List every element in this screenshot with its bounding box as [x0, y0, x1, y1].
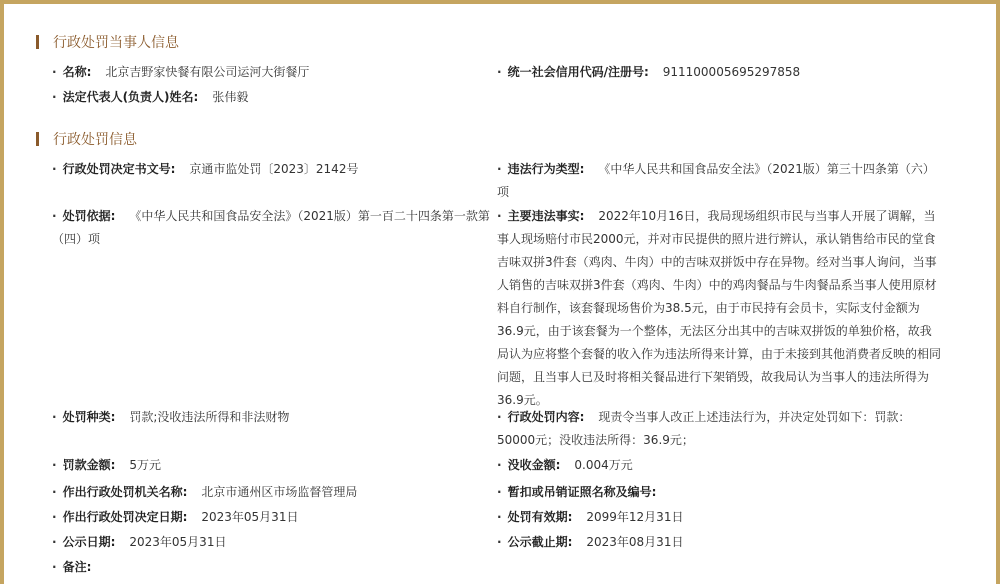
section-title-penalty	[36, 129, 137, 149]
bullet-icon: ·	[497, 65, 502, 79]
field-decision-date	[52, 506, 298, 529]
field-penalty-content	[497, 406, 941, 452]
section-title-party	[36, 32, 179, 52]
field-value: 北京市通州区市场监督管理局	[201, 485, 358, 499]
bullet-icon: ·	[497, 209, 502, 223]
field-label: 法定代表人(负责人)姓名:	[62, 90, 199, 104]
field-label: 没收金额:	[507, 458, 561, 472]
bullet-icon: ·	[52, 410, 57, 424]
field-label: 暂扣或吊销证照名称及编号:	[507, 485, 657, 499]
bullet-icon: ·	[497, 162, 502, 176]
field-label: 作出行政处罚决定日期:	[62, 510, 188, 524]
section-bar	[36, 35, 39, 49]
field-violation-type	[497, 158, 941, 204]
bullet-icon: ·	[52, 535, 57, 549]
field-label: 备注:	[62, 560, 92, 574]
field-confiscation-amount	[497, 454, 633, 477]
field-value: 《中华人民共和国食品安全法》（2021版）第三十四条第（六）项	[497, 162, 935, 199]
bullet-icon: ·	[52, 485, 57, 499]
field-label: 行政处罚内容:	[507, 410, 585, 424]
field-value: 2023年05月31日	[129, 535, 227, 549]
field-value: 2022年10月16日，我局现场组织市民与当事人开展了调解，当事人现场赔付市民2000元，并对市民提供的照片进行辨认，承认销售给市民的堂食吉味双拼3件套（鸡肉、牛肉）中的吉味双拼饭中存在异物。经对当事人询问，当事人销售的吉味双拼3件套（鸡肉、牛肉）中的鸡肉餐品与牛肉餐品系当事人使用原材料自行制作，该套餐现场售价为38.5元，由于市民持有会员卡，实际支付金额为36.9元，由于该套餐为一个整体，无法区分出其中的吉味双拼饭的单独价格，故我局认为应将整个套餐的收入作为违法所得来计算，由于未接到其他消费者反映的相同问题，且当事人已及时将相关餐品进行下架销毁，故我局认为当事人的违法所得为36.9元。	[497, 209, 942, 407]
field-value: 5万元	[129, 458, 162, 472]
field-name	[52, 61, 309, 84]
field-label: 公示日期:	[62, 535, 116, 549]
field-label: 行政处罚决定书文号:	[62, 162, 176, 176]
field-legal-rep	[52, 86, 248, 109]
bullet-icon: ·	[52, 90, 57, 104]
field-penalty-kind	[52, 406, 289, 429]
bullet-icon: ·	[52, 510, 57, 524]
bullet-icon: ·	[497, 458, 502, 472]
bullet-icon: ·	[52, 65, 57, 79]
field-value: 《中华人民共和国食品安全法》（2021版）第一百二十四条第一款第（四）项	[52, 209, 490, 246]
field-value: 2099年12月31日	[586, 510, 684, 524]
field-label: 公示截止期:	[507, 535, 573, 549]
field-value: 张伟毅	[212, 90, 249, 104]
bullet-icon: ·	[52, 209, 57, 223]
field-label: 处罚有效期:	[507, 510, 573, 524]
field-label: 统一社会信用代码/注册号:	[507, 65, 649, 79]
bullet-icon: ·	[497, 485, 502, 499]
section-bar	[36, 132, 39, 146]
field-decision-doc	[52, 158, 358, 181]
field-basis	[52, 205, 492, 251]
field-label: 处罚种类:	[62, 410, 116, 424]
field-validity	[497, 506, 683, 529]
field-remark	[52, 556, 105, 579]
bullet-icon: ·	[52, 560, 57, 574]
field-value: 北京吉野家快餐有限公司运河大街餐厅	[105, 65, 310, 79]
field-value: 2023年08月31日	[586, 535, 684, 549]
field-value: 2023年05月31日	[201, 510, 299, 524]
bullet-icon: ·	[52, 458, 57, 472]
field-label: 主要违法事实:	[507, 209, 585, 223]
field-label: 名称:	[62, 65, 92, 79]
field-publish-end	[497, 531, 683, 554]
field-authority	[52, 481, 357, 504]
bullet-icon: ·	[497, 535, 502, 549]
field-label: 作出行政处罚机关名称:	[62, 485, 188, 499]
field-label: 处罚依据:	[62, 209, 116, 223]
field-license	[497, 481, 670, 504]
field-value: 911100005695297858	[662, 65, 801, 79]
field-main-facts	[497, 205, 941, 412]
field-label: 罚款金额:	[62, 458, 116, 472]
section-title-text: 行政处罚当事人信息	[53, 35, 179, 51]
field-publish-date	[52, 531, 226, 554]
bullet-icon: ·	[497, 510, 502, 524]
section-title-text: 行政处罚信息	[53, 132, 137, 148]
field-credit-code	[497, 61, 800, 84]
field-value: 0.004万元	[574, 458, 633, 472]
field-value: 京通市监处罚〔2023〕2142号	[189, 162, 359, 176]
field-fine-amount	[52, 454, 161, 477]
field-value: 现责令当事人改正上述违法行为，并决定处罚如下：罚款：50000元；没收违法所得：36.9元；	[497, 410, 911, 447]
bullet-icon: ·	[52, 162, 57, 176]
bullet-icon: ·	[497, 410, 502, 424]
field-label: 违法行为类型:	[507, 162, 585, 176]
field-value: 罚款;没收违法所得和非法财物	[129, 410, 290, 424]
